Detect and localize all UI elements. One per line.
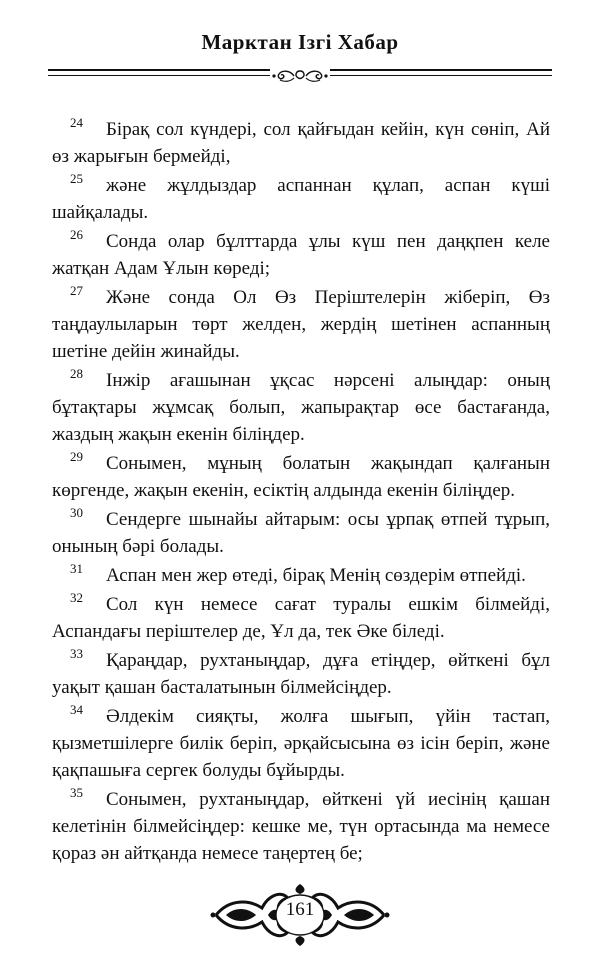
- verse-text: Аспан мен жер өтеді, бірақ Менің сөздерім өтпейді.: [106, 565, 526, 586]
- verse-text: Әлдекім сияқты, жолға шығып, үйін тастап, қызметшілерге билік беріп, әрқайсысына өз ісін беріп, және қақпашыға сергек болуды бұйырды.: [52, 706, 550, 781]
- verse-text: Сендерге шынайы айтарым: осы ұрпақ өтпей тұрып, онының бәрі болады.: [52, 509, 550, 557]
- verse-list: [52, 116, 550, 869]
- page-title: Марктан Ізгі Хабар: [201, 30, 399, 54]
- verse-text: Және сонда Ол Өз Періштелерін жіберіп, Өз таңдаулыларын төрт желден, жердің шетінен аспанның шетіне дейін жинайды.: [52, 287, 550, 362]
- verse-text: Қараңдар, рухтаныңдар, дұға етіңдер, өйткені бұл уақыт қашан басталатынын білмейсіңдер.: [52, 650, 550, 698]
- verse-33: 33 Қараңдар, рухтаныңдар, дұға етіңдер, өйткені бұл уақыт қашан басталатынын білмейсіңдер.: [52, 646, 550, 698]
- verse-text: Сонымен, рухтаныңдар, өйткені үй иесінің қашан келетінін білмейсіңдер: кешке ме, түн ортасында ма немесе қораз ән айтқанда немесе таңертең бе;: [52, 789, 550, 864]
- header-ornament-icon: [270, 66, 330, 86]
- verse-text: Інжір ағашынан ұқсас нәрсені алыңдар: оның бұтақтары жұмсақ болып, жапырақтар өсе бастағанда, жаздың жақын екенін білiңдер.: [52, 370, 550, 445]
- verse-30: 30 Сендерге шынайы айтарым: осы ұрпақ өтпей тұрып, онының бәрі болады.: [52, 505, 550, 557]
- page-number: 161: [285, 899, 315, 920]
- verse-35: 35 Сонымен, рухтаныңдар, өйткені үй иесінің қашан келетінін білмейсіңдер: кешке ме, түн ортасында ма немесе қораз ән айтқанда немесе таңертең бе;: [52, 785, 550, 864]
- verse-34: 34 Әлдекім сияқты, жолға шығып, үйін тастап, қызметшілерге билік беріп, әрқайсысына өз ісін беріп, және қақпашыға сергек болуды бұйырды.: [52, 702, 550, 781]
- verse-text: және жұлдыздар аспаннан құлап, аспан күші шайқалады.: [52, 175, 550, 223]
- verse-text: Сонда олар бұлттарда ұлы күш пен даңқпен келе жатқан Адам Ұлын көреді;: [52, 231, 550, 279]
- verse-26: 26 Сонда олар бұлттарда ұлы күш пен даңқпен келе жатқан Адам Ұлын көреді;: [52, 227, 550, 279]
- verse-29: 29 Сонымен, мұның болатын жақындап қалғанын көргенде, жақын екенін, есіктің алдында екенін біліңдер.: [52, 449, 550, 501]
- verse-text: Сол күн немесе сағат туралы ешкім білмейді, Аспандағы періштелер де, Ұл да, тек Әке біледі.: [52, 594, 550, 642]
- verse-31: 31 Аспан мен жер өтеді, бірақ Менің сөздерім өтпейді.: [70, 561, 526, 586]
- verse-27: 27 Және сонда Ол Өз Періштелерін жіберіп, Өз таңдаулыларын төрт желден, жердің шетінен аспанның шетіне дейін жинайды.: [52, 283, 550, 362]
- verse-text: Сонымен, мұның болатын жақындап қалғанын көргенде, жақын екенін, есіктің алдында екенін біліңдер.: [52, 453, 550, 501]
- verse-24: 24 Бірақ сол күндері, сол қайғыдан кейін, күн сөніп, Ай өз жарығын бермейді,: [52, 115, 550, 167]
- verse-32: 32 Сол күн немесе сағат туралы ешкім білмейді, Аспандағы періштелер де, Ұл да, тек Әке біледі.: [52, 590, 550, 642]
- verse-28: 28 Інжір ағашынан ұқсас нәрсені алыңдар: оның бұтақтары жұмсақ болып, жапырақтар өсе бастағанда, жаздың жақын екенін білiңдер.: [52, 366, 550, 445]
- verse-text: Бірақ сол күндері, сол қайғыдан кейін, күн сөніп, Ай өз жарығын бермейді,: [52, 119, 550, 167]
- verse-25: 25 және жұлдыздар аспаннан құлап, аспан күші шайқалады.: [52, 171, 550, 223]
